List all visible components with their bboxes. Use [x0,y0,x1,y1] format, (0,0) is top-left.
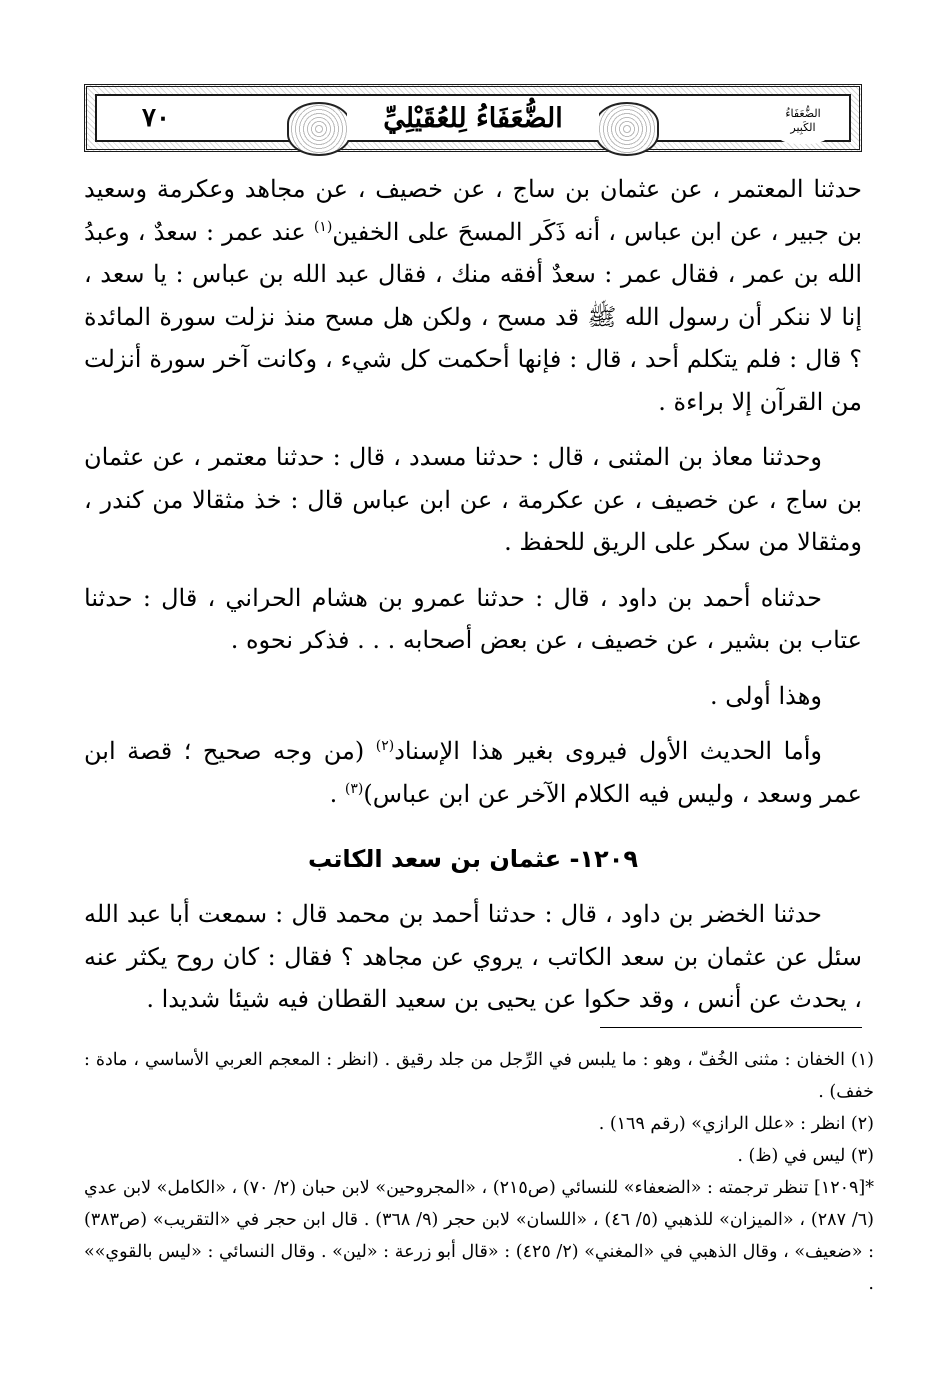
section-heading: ١٢٠٩- عثمان بن سعد الكاتب [308,845,638,873]
footnote-ref: (٢) [375,738,395,754]
paragraph: وحدثنا معاذ بن المثنى ، قال : حدثنا مسدد ، قال : حدثنا معتمر ، عن عثمان بن ساج ، عن خصيف ، عن عكرمة ، عن ابن عباس قال : خذ مثقالا من كندر ، ومثقالا من سكر على الريق للحفظ . [84,443,862,556]
footnote-divider [600,1027,862,1028]
paragraph-text: عند عمر : سعدٌ ، وعبدُ الله بن عمر ، فقال عمر : سعدٌ أفقه منك ، فقال عبد الله بن عباس : يا سعد ، إنا لا ننكر أن رسول الله ﷺ قد مسح ، ولكن هل مسح منذ نزلت سورة المائدة ؟ قال : فلم يتكلم أحد ، قال : فإنها أحكمت كل شيء ، وكانت آخر سورة أنزلت من القرآن إلا براءة . [84,217,862,416]
footnote: (٣) ليس في (ظ) . [737,1146,874,1166]
page-header [84,84,862,152]
paragraph-text: حدثنا المعتمر ، عن عثمان بن ساج ، عن خصيف ، عن مجاهد وعكرمة وسعيد بن جبير ، عن ابن عباس ، أنه ذَكَر المسحَ على الخفين [84,175,862,246]
header-frame [95,94,851,142]
page-number: ٧٠ [111,96,201,140]
paragraph [84,168,862,423]
paragraph-text: . [329,779,345,808]
paragraph: حدثنا الخضر بن داود ، قال : حدثنا أحمد بن محمد قال : سمعت أبا عبد الله سئل عن عثمان بن سعد الكاتب ، يروي عن مجاهد ؟ فقال : كان روح يكثر عنه ، يحدث عن أنس ، وقد حكوا عن يحيى بن سعيد القطان فيه شيئا شديدا . [84,900,862,1013]
ornament-icon [287,102,351,156]
paragraph [84,730,862,815]
running-title: الضُّعَفَاءُ لِلعُقَيْلِيِّ [347,96,599,140]
paragraph-text: وأما الحديث الأول فيروى بغير هذا الإسناد [394,737,822,765]
badge-line: الضُّعَفَاءُ [785,107,821,120]
paragraph: حدثناه أحمد بن داود ، قال : حدثنا عمرو بن هشام الحراني ، قال : حدثنا عتاب بن بشير ، عن خصيف ، عن بعض أصحابه . . . فذكر نحوه . [84,583,862,654]
footnote: *[١٢٠٩] تنظر ترجمته : «الضعفاء» للنسائي (ص٢١٥) ، «المجروحين» لابن حبان (٢/ ٧٠) ، «الكامل» لابن عدي (٦/ ٢٨٧) ، «الميزان» للذهبي (٥/ ٤٦) ، «اللسان» لابن حجر (٩/ ٣٦٨) . قال ابن حجر في «التقريب» (ص٣٨٣) : «ضعيف» ، وقال الذهبي في «المغني» (٢/ ٤٢٥) : «قال أبو زرعة : «لين» . وقال النسائي : «ليس بالقوي»» . [84,1178,874,1294]
footnote: (٢) انظر : «علل الرازي» (رقم ١٦٩) . [598,1114,874,1134]
paragraph-text: (من وجه صحيح ؛ قصة ابن عمر وسعد ، وليس فيه الكلام الآخر عن ابن عباس) [84,737,862,808]
paragraph: وهذا أولى . [710,681,822,710]
ornament-icon [595,102,659,156]
footnote-ref: (١) [313,218,333,235]
main-text [84,168,862,1034]
book-badge [771,98,835,144]
badge-line: الكَبِير [790,121,816,134]
footnotes [84,1044,874,1300]
footnote-ref: (٣) [344,780,364,797]
footnote: (١) الخفان : مثنى الخُفّ ، وهو : ما يلبس في الرِّجل من جلد رقيق . (انظر : المعجم العربي الأساسي ، مادة : خفف) . [84,1050,874,1102]
